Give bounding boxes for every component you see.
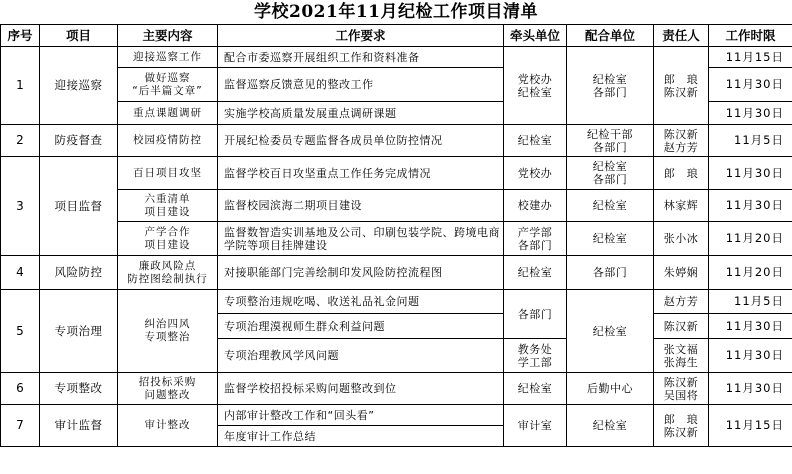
cell-no: 2	[1, 125, 40, 157]
cell-requirement: 实施学校高质量发展重点调研课题	[218, 102, 504, 125]
cell-requirement: 监督巡察反馈意见的整改工作	[218, 68, 504, 102]
cell-time-limit: 11月30日	[709, 102, 792, 125]
cell-responsible-person: 陈汉新 赵方芳	[654, 125, 709, 157]
cell-responsible-person: 郎 琅	[654, 157, 709, 190]
cell-time-limit: 11月20日	[709, 256, 792, 290]
cell-content: 廉政风险点 防控图绘制执行	[118, 256, 218, 290]
cell-responsible-person: 赵方芳	[654, 290, 709, 314]
cell-item: 项目监督	[40, 157, 118, 256]
cell-time-limit: 11月30日	[709, 68, 792, 102]
work-list-table	[0, 24, 792, 447]
cell-requirement: 监督学校百日攻坚重点工作任务完成情况	[218, 157, 504, 190]
header-row	[1, 25, 792, 47]
cell-content: 招投标采购 问题整改	[118, 373, 218, 405]
cell-time-limit: 11月30日	[709, 157, 792, 190]
cell-no: 4	[1, 256, 40, 290]
table-row	[1, 373, 792, 405]
cell-item: 风险防控	[40, 256, 118, 290]
table-row	[1, 157, 792, 190]
cell-no: 5	[1, 290, 40, 373]
table-row	[1, 190, 792, 222]
header-responsible-person: 责任人	[654, 25, 709, 47]
cell-lead-unit: 校建办	[504, 190, 567, 222]
cell-cooperating-unit: 纪检室	[567, 290, 654, 373]
table-row	[1, 125, 792, 157]
header-time-limit: 工作时限	[709, 25, 792, 47]
cell-requirement: 配合市委巡察开展组织工作和资料准备	[218, 47, 504, 68]
cell-responsible-person: 张小冰	[654, 222, 709, 256]
cell-responsible-person: 林家辉	[654, 190, 709, 222]
cell-lead-unit: 纪检室	[504, 373, 567, 405]
cell-cooperating-unit: 各部门	[567, 256, 654, 290]
cell-content: 百日项目攻坚	[118, 157, 218, 190]
cell-lead-unit: 纪检室	[504, 125, 567, 157]
cell-requirement: 对接职能部门完善绘制印发风险防控流程图	[218, 256, 504, 290]
cell-cooperating-unit: 纪检室 各部门	[567, 47, 654, 125]
cell-item: 审计监督	[40, 405, 118, 447]
cell-content: 六重清单 项目建设	[118, 190, 218, 222]
cell-time-limit: 11月5日	[709, 125, 792, 157]
header-requirement: 工作要求	[218, 25, 504, 47]
cell-lead-unit: 教务处 学工部	[504, 339, 567, 373]
cell-no: 6	[1, 373, 40, 405]
cell-content: 做好巡察 “后半篇文章”	[118, 68, 218, 102]
cell-lead-unit: 党校办	[504, 157, 567, 190]
cell-no: 3	[1, 157, 40, 256]
cell-lead-unit: 各部门	[504, 290, 567, 339]
cell-cooperating-unit: 纪检室 各部门	[567, 157, 654, 190]
cell-responsible-person: 郎 琅 陈汉新	[654, 47, 709, 125]
table-row	[1, 290, 792, 314]
cell-content: 纠治四风 专项整治	[118, 290, 218, 373]
cell-lead-unit: 审计室	[504, 405, 567, 447]
cell-time-limit: 11月20日	[709, 222, 792, 256]
cell-time-limit: 11月15日	[709, 47, 792, 68]
cell-time-limit: 11月30日	[709, 373, 792, 405]
cell-content: 审计整改	[118, 405, 218, 447]
cell-cooperating-unit: 纪检室	[567, 190, 654, 222]
cell-item: 专项整改	[40, 373, 118, 405]
cell-requirement: 内部审计整改工作和“回头看”	[218, 405, 504, 426]
cell-no: 1	[1, 47, 40, 125]
cell-requirement: 监督学校招投标采购问题整改到位	[218, 373, 504, 405]
cell-requirement: 开展纪检委员专题监督各成员单位防控情况	[218, 125, 504, 157]
cell-content: 迎接巡察工作	[118, 47, 218, 68]
cell-responsible-person: 朱婷娴	[654, 256, 709, 290]
cell-item: 专项治理	[40, 290, 118, 373]
cell-time-limit: 11月5日	[709, 290, 792, 314]
cell-time-limit: 11月30日	[709, 190, 792, 222]
cell-responsible-person: 陈汉新 吴国将	[654, 373, 709, 405]
cell-responsible-person: 郎 琅 陈汉新	[654, 405, 709, 447]
cell-content: 校园疫情防控	[118, 125, 218, 157]
table-row	[1, 222, 792, 256]
cell-cooperating-unit: 纪检干部 各部门	[567, 125, 654, 157]
cell-lead-unit: 产学部 各部门	[504, 222, 567, 256]
header-lead-unit: 牵头单位	[504, 25, 567, 47]
table-row	[1, 405, 792, 426]
cell-item: 迎接巡察	[40, 47, 118, 125]
cell-requirement: 专项治理漠视师生群众利益问题	[218, 314, 504, 339]
cell-responsible-person: 陈汉新	[654, 314, 709, 339]
table-row	[1, 47, 792, 68]
cell-lead-unit: 党校办 纪检室	[504, 47, 567, 125]
header-item: 项目	[40, 25, 118, 47]
cell-no: 7	[1, 405, 40, 447]
cell-requirement: 监督数智造实训基地及公司、印刷包装学院、跨境电商学院等项目挂牌建设	[218, 222, 504, 256]
table-row	[1, 256, 792, 290]
cell-content: 重点课题调研	[118, 102, 218, 125]
cell-time-limit: 11月30日	[709, 314, 792, 339]
cell-cooperating-unit: 纪检室	[567, 222, 654, 256]
cell-requirement: 专项整治违规吃喝、收送礼品礼金问题	[218, 290, 504, 314]
cell-content: 产学合作 项目建设	[118, 222, 218, 256]
cell-time-limit: 11月15日	[709, 405, 792, 447]
cell-requirement: 监督校园滨海二期项目建设	[218, 190, 504, 222]
cell-item: 防疫督查	[40, 125, 118, 157]
cell-responsible-person: 张文福 张海生	[654, 339, 709, 373]
header-cooperating-unit: 配合单位	[567, 25, 654, 47]
cell-cooperating-unit: 纪检室	[567, 405, 654, 447]
cell-lead-unit: 纪检室	[504, 256, 567, 290]
page-title: 学校2021年11月纪检工作项目清单	[254, 2, 538, 22]
cell-requirement: 专项治理教风学风问题	[218, 339, 504, 373]
header-no: 序号	[1, 25, 40, 47]
header-content: 主要内容	[118, 25, 218, 47]
cell-cooperating-unit: 后勤中心	[567, 373, 654, 405]
cell-requirement: 年度审计工作总结	[218, 426, 504, 447]
cell-time-limit: 11月30日	[709, 339, 792, 373]
